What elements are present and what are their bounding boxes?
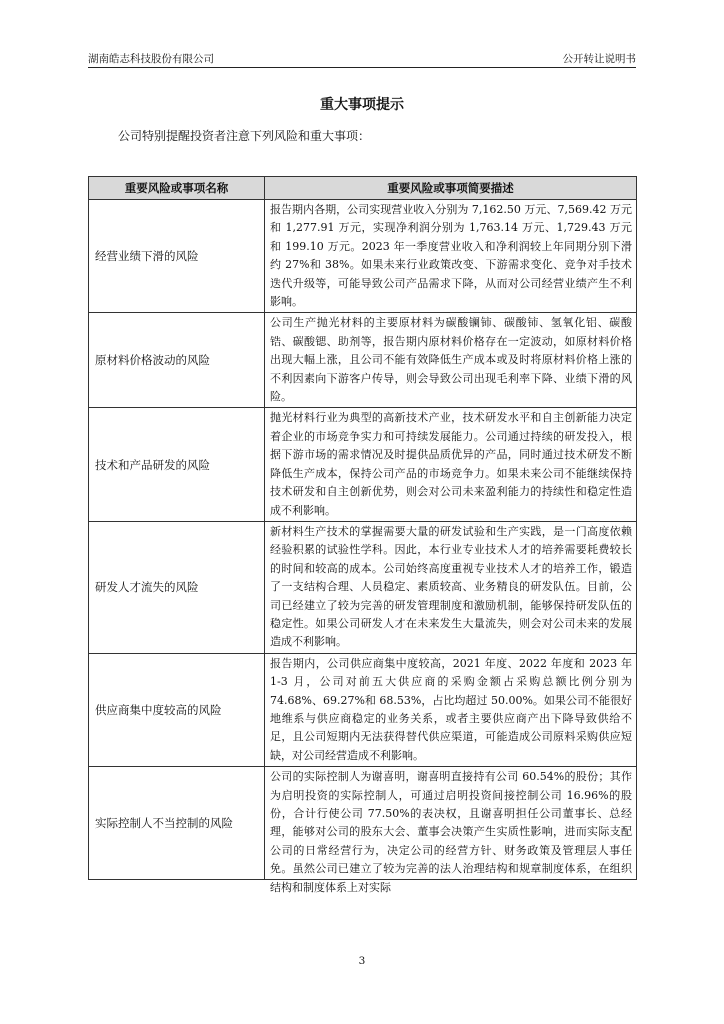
risk-name: 经营业绩下滑的风险 (89, 200, 265, 313)
risk-name: 实际控制人不当控制的风险 (89, 767, 265, 880)
page-header (88, 50, 636, 66)
risk-name: 供应商集中度较高的风险 (89, 653, 265, 766)
risk-name: 原材料价格波动的风险 (89, 313, 265, 408)
risk-description: 报告期内各期，公司实现营业收入分别为 7,162.50 万元、7,569.42 万元和 1,277.91 万元，实现净利润分别为 1,763.14 万元、1,729.43 万元和 199.10 万元。2023 年一季度营业收入和净利润较上年同期分别下滑约 27%和 38%。如果未来行业政策改变、下游需求变化、竞争对手技术迭代升级等，可能导致公司产品需求下降，从而对公司经营业绩产生不利影响。 (265, 200, 637, 313)
risk-description: 抛光材料行业为典型的高新技术产业，技术研发水平和自主创新能力决定着企业的市场竞争实力和可持续发展能力。公司通过持续的研发投入，根据下游市场的需求情况及时提供品质优异的产品，同时通过技术研发不断降低生产成本，保持公司产品的市场竞争力。如果未来公司不能继续保持技术研发和自主创新优势，则会对公司未来盈利能力的持续性和稳定性造成不利影响。 (265, 408, 637, 521)
risk-description: 新材料生产技术的掌握需要大量的研发试验和生产实践，是一门高度依赖经验积累的试验性学科。因此，本行业专业技术人才的培养需要耗费较长的时间和较高的成本。公司始终高度重视专业技术人才的培养工作，锻造了一支结构合理、人员稳定、素质较高、业务精良的研发队伍。目前，公司已经建立了较为完善的研发管理制度和激励机制，能够保持研发队伍的稳定性。如果公司研发人才在未来发生大量流失，则会对公司未来的发展造成不利影响。 (265, 521, 637, 653)
table-row (89, 653, 637, 766)
table-row (89, 200, 637, 313)
risk-name: 技术和产品研发的风险 (89, 408, 265, 521)
table-row (89, 408, 637, 521)
page-title: 重大事项提示 (320, 97, 404, 113)
table-row (89, 313, 637, 408)
risk-name: 研发人才流失的风险 (89, 521, 265, 653)
risk-table (88, 176, 637, 894)
risk-description-text: 公司的实际控制人为谢喜明，谢喜明直接持有公司 60.54%的股份；其作为启明投资的实际控制人，可通过启明投资间接控制公司 16.96%的股份，合计行使公司 77.50%的表决权，且谢喜明担任公司董事长、总经理，能够对公司的股东大会、董事会决策产生实质性影响，进而实际支配公司的日常经营行为，决定公司的经营方针、财务政策及管理层人事任免。虽然公司已建立了较为完善的法人治理结构和规章制度体系，在组织结构和制度体系上对实际 (270, 770, 632, 894)
risk-description (265, 767, 637, 894)
column-header-desc: 重要风险或事项简要描述 (265, 177, 637, 200)
table-header-row (89, 177, 637, 200)
header-company: 湖南皓志科技股份有限公司 (88, 53, 214, 65)
risk-description: 报告期内，公司供应商集中度较高，2021 年度、2022 年度和 2023 年 1-3 月，公司对前五大供应商的采购金额占采购总额比例分别为 74.68%、69.27%和 68.53%，占比均超过 50.00%。如果公司不能很好地维系与供应商稳定的业务关系，或者主要供应商产出下降导致供给不足，且公司短期内无法获得替代供应渠道，可能造成公司原料采购供应短缺，对公司经营造成不利影响。 (265, 653, 637, 766)
header-divider (88, 67, 636, 68)
risk-description: 公司生产抛光材料的主要原材料为碳酸镧铈、碳酸铈、氢氧化铝、碳酸锆、碳酸锶、助剂等，报告期内原材料价格存在一定波动，如原材料价格出现大幅上涨，且公司不能有效降低生产成本或及时将原材料价格上涨的不利因素向下游客户传导，则会导致公司出现毛利率下降、业绩下滑的风险。 (265, 313, 637, 408)
header-doc-type: 公开转让说明书 (562, 53, 636, 65)
table-row (89, 767, 637, 880)
table-row (89, 521, 637, 653)
page-number: 3 (358, 955, 366, 967)
intro-text: 公司特别提醒投资者注意下列风险和重大事项： (118, 129, 371, 143)
column-header-name: 重要风险或事项名称 (89, 177, 265, 200)
